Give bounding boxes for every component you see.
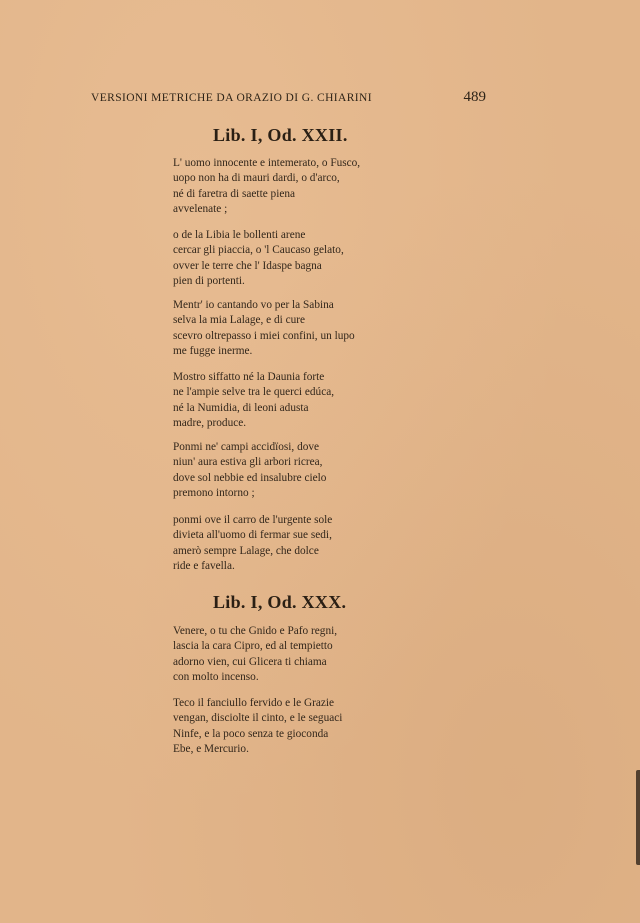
stanza-7 xyxy=(173,624,337,686)
verse-line: Teco il fanciullo fervido e le Grazie xyxy=(173,697,335,709)
verse-line: Ninfe, e la poco senza te gioconda xyxy=(173,727,329,740)
verse-line: cercar gli piaccia, o 'l Caucaso gelato, xyxy=(173,244,344,257)
page-number: 489 xyxy=(463,89,486,105)
verse-line: Venere, o tu che Gnido e Pafo regni, xyxy=(173,625,338,637)
stanza-3 xyxy=(173,298,355,360)
verse-line: o de la Libia le bollenti arene xyxy=(173,229,306,241)
ode-heading-1: Lib. I, Od. XXII. xyxy=(213,125,348,145)
verse-line: L' uomo innocente e intemerato, o Fusco, xyxy=(173,157,361,169)
verse-line: con molto incenso. xyxy=(173,671,259,684)
stanza-8 xyxy=(173,696,342,758)
stanza-2 xyxy=(173,228,344,290)
verse-line: vengan, disciolte il cinto, e le seguaci xyxy=(173,712,343,725)
stanza-6 xyxy=(173,513,332,575)
stanza-1 xyxy=(173,156,360,218)
verse-line: lascia la cara Cipro, ed al tempietto xyxy=(173,640,333,653)
stanza-5 xyxy=(173,440,326,502)
verse-line: niun' aura estiva gli arbori ricrea, xyxy=(173,456,323,469)
verse-line: ponmi ove il carro de l'urgente sole xyxy=(173,514,333,526)
page-edge-mark xyxy=(636,770,640,865)
running-title: VERSIONI METRICHE DA ORAZIO DI G. CHIARINI xyxy=(91,92,372,104)
verse-line: scevro oltrepasso i miei confini, un lupo xyxy=(173,329,355,342)
verse-line: né la Numidia, di leoni adusta xyxy=(173,401,309,414)
verse-line: né di faretra di saette piena xyxy=(173,187,296,200)
verse-line: premono intorno ; xyxy=(173,487,255,500)
verse-line: Ebe, e Mercurio. xyxy=(173,743,249,756)
verse-line: Mostro siffatto né la Daunia forte xyxy=(173,371,325,383)
verse-line: dove sol nebbie ed insalubre cielo xyxy=(173,471,327,484)
verse-line: ne l'ampie selve tra le querci edúca, xyxy=(173,386,335,399)
verse-line: pien di portenti. xyxy=(173,275,245,288)
verse-line: adorno vien, cui Glicera ti chiama xyxy=(173,655,327,668)
verse-line: divieta all'uomo di fermar sue sedi, xyxy=(173,529,332,542)
verse-line: madre, produce. xyxy=(173,417,247,430)
verse-line: uopo non ha di mauri dardi, o d'arco, xyxy=(173,172,340,185)
verse-line: selva la mia Lalage, e di cure xyxy=(173,314,306,327)
verse-line: ride e favella. xyxy=(173,560,235,573)
verse-line: me fugge inerme. xyxy=(173,345,253,358)
stanza-4 xyxy=(173,370,334,432)
verse-line: Mentr' io cantando vo per la Sabina xyxy=(173,299,334,311)
verse-line: amerò sempre Lalage, che dolce xyxy=(173,544,319,557)
ode-heading-2: Lib. I, Od. XXX. xyxy=(213,592,347,612)
running-head xyxy=(91,90,486,106)
verse-line: Ponmi ne' campi accidïosi, dove xyxy=(173,441,320,453)
verse-line: avvelenate ; xyxy=(173,203,228,216)
verse-line: ovver le terre che l' Idaspe bagna xyxy=(173,259,322,272)
